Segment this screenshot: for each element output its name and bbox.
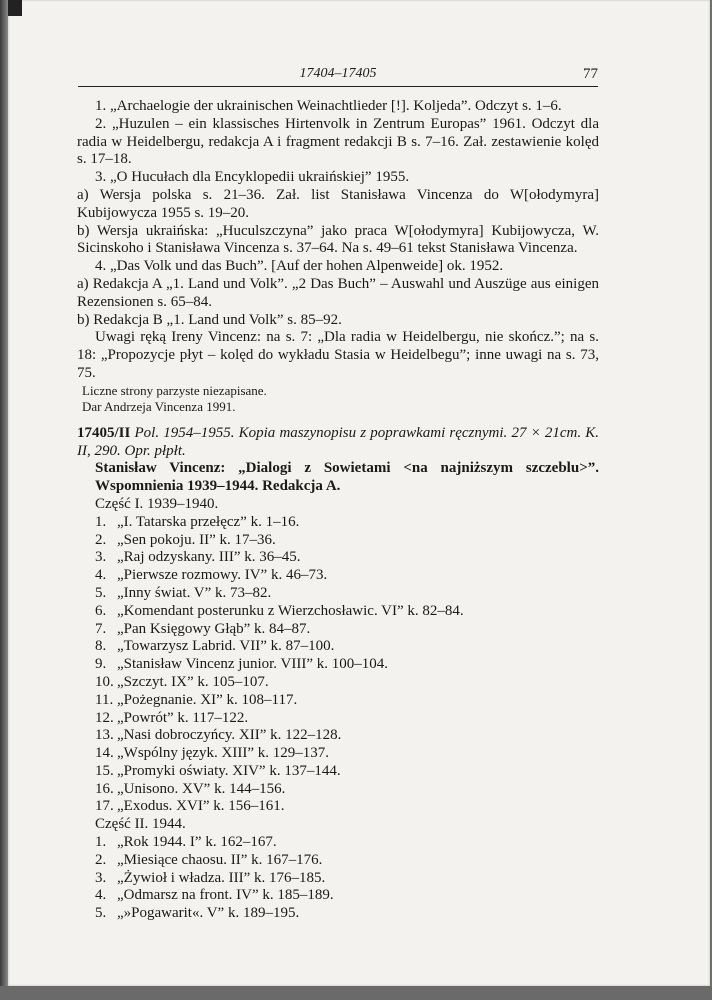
catalog-entry <box>77 425 599 461</box>
item-number: 1. <box>95 513 107 530</box>
item-text: „Pożegnanie. XI” k. 108–117. <box>117 691 298 708</box>
list-item <box>95 870 599 888</box>
item-number: 3. <box>95 549 107 566</box>
entry-title: Stanisław Vincenz: „Dialogi z Sowietami <na najniższym szczeblu>”. Wspomnienia 1939–1944. Redakcja A. <box>95 460 599 495</box>
item-text: „Unisono. XV” k. 144–156. <box>117 780 286 797</box>
item-number: 9. <box>95 656 107 673</box>
list-item <box>95 692 599 710</box>
item-number: 8. <box>95 638 107 655</box>
item-number: 11. <box>95 691 114 708</box>
notes-paragraph: Uwagi ręką Ireny Vincenz: na s. 7: „Dla radia w Heidelbergu, nie skończ.”; na s. 18: „Propozycje płyt – kolęd do wykładu Stasia w Heidelbegu”; inne uwagi na s. 73, 75. <box>77 329 599 381</box>
item-text: „Towarzysz Labrid. VII” k. 87–100. <box>117 638 335 655</box>
item-number: 1. <box>95 834 107 851</box>
item-number: 2. <box>95 531 107 548</box>
item-text: „Rok 1944. I” k. 162–167. <box>117 834 277 851</box>
list-item <box>95 567 599 585</box>
item-number: 17. <box>95 798 114 815</box>
list-item <box>95 852 599 870</box>
list-item <box>95 781 599 799</box>
list-item <box>95 834 599 852</box>
list-item <box>95 656 599 674</box>
paragraph-item-3b: b) Wersja ukraińska: „Huculszczyna” jako praca W[ołodymyra] Kubijowycza, W. Sicinskoho i Stanisława Vincenza s. 37–64. Na s. 49–61 tekst Stanisława Vincenza. <box>77 222 599 257</box>
item-number: 5. <box>95 584 107 601</box>
item-text: „Stanisław Vincenz junior. VIII” k. 100–104. <box>117 656 388 673</box>
paragraph-item-3a: a) Wersja polska s. 21–36. Zał. list Stanisława Vincenza do W[ołodymyra] Kubijowycza 1955 s. 19–20. <box>77 186 599 221</box>
scan-edge-left <box>0 0 8 986</box>
list-item <box>95 514 599 532</box>
item-number: 16. <box>95 780 114 797</box>
item-text: „Powrót” k. 117–122. <box>117 709 249 726</box>
page-header <box>78 66 598 87</box>
item-number: 15. <box>95 762 114 779</box>
item-number: 10. <box>95 673 114 690</box>
item-text: „Sen pokoju. II” k. 17–36. <box>117 531 276 548</box>
item-text: „Raj odzyskany. III” k. 36–45. <box>117 549 301 566</box>
list-item <box>95 603 599 621</box>
list-item <box>95 727 599 745</box>
item-number: 4. <box>95 887 107 904</box>
list-item <box>95 585 599 603</box>
item-number: 7. <box>95 620 107 637</box>
item-text: „Inny świat. V” k. 73–82. <box>117 584 272 601</box>
paragraph-item-4a: a) Redakcja A „1. Land und Volk”. „2 Das Buch” – Auswahl und Auszüge aus einigen Rezensionen s. 65–84. <box>77 275 599 310</box>
page-body <box>77 98 599 923</box>
small-note-1: Liczne strony parzyste niezapisane. <box>82 382 267 398</box>
item-text: „Wspólny język. XIII” k. 129–137. <box>117 745 330 762</box>
list-item <box>95 674 599 692</box>
part-1-label: Część I. 1939–1940. <box>95 495 219 512</box>
list-item <box>95 638 599 656</box>
section-gap <box>77 415 599 425</box>
entry-description: Pol. 1954–1955. Kopia maszynopisu z poprawkami ręcznymi. 27 × 21cm. K. II, 290. Opr. płpłt. <box>77 424 600 459</box>
small-note-2: Dar Andrzeja Vincenza 1991. <box>82 398 236 414</box>
item-text: „Miesiące chaosu. II” k. 167–176. <box>117 851 323 868</box>
entry-number: 17405/II <box>77 424 131 441</box>
list-item <box>95 745 599 763</box>
scan-edge-bottom <box>0 986 712 1000</box>
page-number: 77 <box>583 66 598 82</box>
list-item <box>95 887 599 905</box>
item-text: „Promyki oświaty. XIV” k. 137–144. <box>117 762 341 779</box>
part-2-label: Część II. 1944. <box>95 816 186 833</box>
item-number: 6. <box>95 602 107 619</box>
paragraph-item-4: 4. „Das Volk und das Buch”. [Auf der hohen Alpenweide] ok. 1952. <box>95 258 504 275</box>
item-number: 14. <box>95 745 114 762</box>
item-text: „Pierwsze rozmowy. IV” k. 46–73. <box>117 567 328 584</box>
item-text: „I. Tatarska przełęcz” k. 1–16. <box>117 513 300 530</box>
paragraph-item-1: 1. „Archaelogie der ukrainischen Weinachtlieder [!]. Koljeda”. Odczyt s. 1–6. <box>95 98 562 114</box>
list-item <box>95 710 599 728</box>
scan-corner-mark <box>8 0 22 16</box>
item-text: „Nasi dobroczyńcy. XII” k. 122–128. <box>117 727 342 744</box>
item-number: 2. <box>95 851 107 868</box>
list-item <box>95 763 599 781</box>
paragraph-item-2: 2. „Huzulen – ein klassisches Hirtenvolk in Zentrum Europas” 1961. Odczyt dla radia w Heidelbergu, redakcja A i fragment redakcji B s. 7–16. Zał. zestawienie kolęd s. 17–18. <box>77 115 599 168</box>
list-item <box>95 549 599 567</box>
item-number: 5. <box>95 905 107 922</box>
item-number: 12. <box>95 709 114 726</box>
item-number: 4. <box>95 567 107 584</box>
item-text: „Exodus. XVI” k. 156–161. <box>117 798 285 815</box>
list-item <box>95 905 599 923</box>
item-text: „Pan Księgowy Głąb” k. 84–87. <box>117 620 311 637</box>
list-item <box>95 621 599 639</box>
item-text: „Szczyt. IX” k. 105–107. <box>117 673 269 690</box>
item-number: 13. <box>95 727 114 744</box>
item-text: „»Pogawarit«. V” k. 189–195. <box>117 905 300 922</box>
paragraph-item-3: 3. „O Hucułach dla Encyklopedii ukraińskiej” 1955. <box>95 169 410 186</box>
item-text: „Żywioł i władza. III” k. 176–185. <box>117 869 326 886</box>
paragraph-item-4b: b) Redakcja B „1. Land und Volk” s. 85–92. <box>77 311 342 328</box>
list-item <box>95 532 599 550</box>
running-head: 17404–17405 <box>299 66 377 81</box>
item-text: „Komendant posterunku z Wierzchosławic. VI” k. 82–84. <box>117 602 464 619</box>
item-number: 3. <box>95 869 107 886</box>
item-text: „Odmarsz na front. IV” k. 185–189. <box>117 887 334 904</box>
list-item <box>95 798 599 816</box>
